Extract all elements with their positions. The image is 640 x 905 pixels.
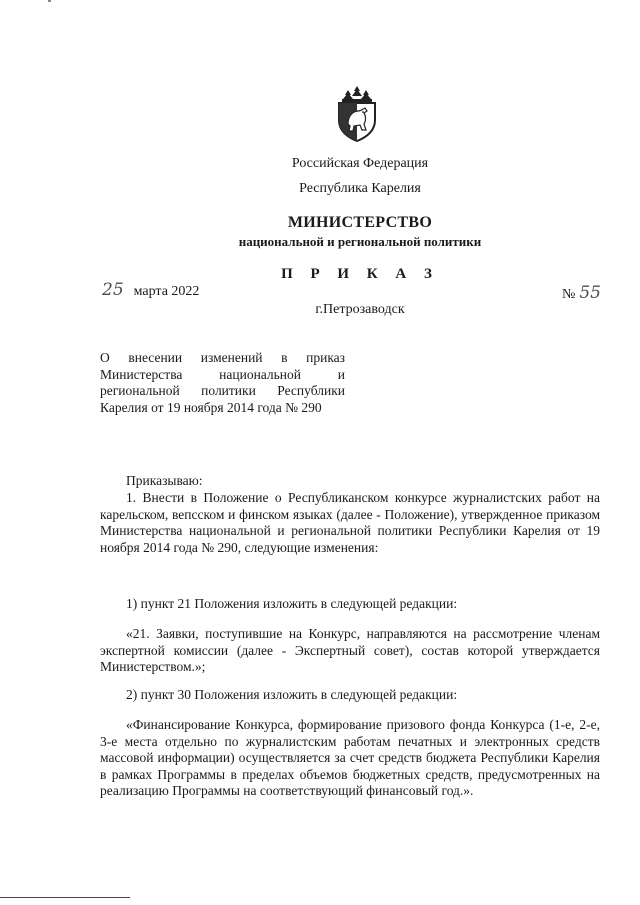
city: г.Петрозаводск [315, 302, 405, 317]
federation-name: Российская Федерация [291, 156, 429, 171]
document-type: П Р И К А З [281, 266, 439, 282]
handwritten-day: 25 [102, 280, 124, 300]
republic-name: Республика Карелия [299, 181, 421, 196]
ministry-title: МИНИСТЕРСТВО [287, 214, 433, 231]
item-1: 1. Внести в Положение о Республиканском конкурсе журналистских работ на карельском, вепсском и финском языках (далее - Положение), утвержденное приказом Министерства национальной и региональной политики Республики Карелия от 19 ноября 2014 года № 290, следующие изменения: [100, 490, 600, 555]
date-month-year: марта 2022 [133, 284, 200, 299]
quote-point-21: «21. Заявки, поступившие на Конкурс, направляются на рассмотрение членам экспертной комиссии (далее - Экспертный совет), состав которой утверждается Министерством.»; [100, 626, 600, 674]
ministry-subtitle: национальной и региональной политики [238, 234, 482, 249]
number-label: № [562, 287, 576, 302]
item-1-1: 1) пункт 21 Положения изложить в следующей редакции: [126, 596, 458, 611]
handwritten-number: 55 [579, 283, 601, 303]
order-date [102, 280, 199, 300]
prikazyvayu: Приказываю: [126, 473, 203, 488]
order-subject: О внесении изменений в приказ Министерства национальной и региональной политики Республики Карелия от 19 ноября 2014 года № 290 [100, 350, 345, 415]
item-1-2: 2) пункт 30 Положения изложить в следующей редакции: [126, 687, 458, 702]
quote-point-30: «Финансирование Конкурса, формирование призового фонда Конкурса (1-е, 2-е, 3-е места отдельно по журналистским работам печатных и электронных средств массовой информации) осуществляется за счет средств бюджета Республики Карелия в рамках Программы в пределах объемов бюджетных средств, предусмотренных на реализацию Программы на соответствующий финансовый год.». [100, 717, 600, 798]
scan-mark [48, 0, 51, 2]
order-number [562, 283, 601, 303]
karelia-coat-of-arms-icon [334, 86, 380, 142]
footer-rule [0, 897, 130, 898]
